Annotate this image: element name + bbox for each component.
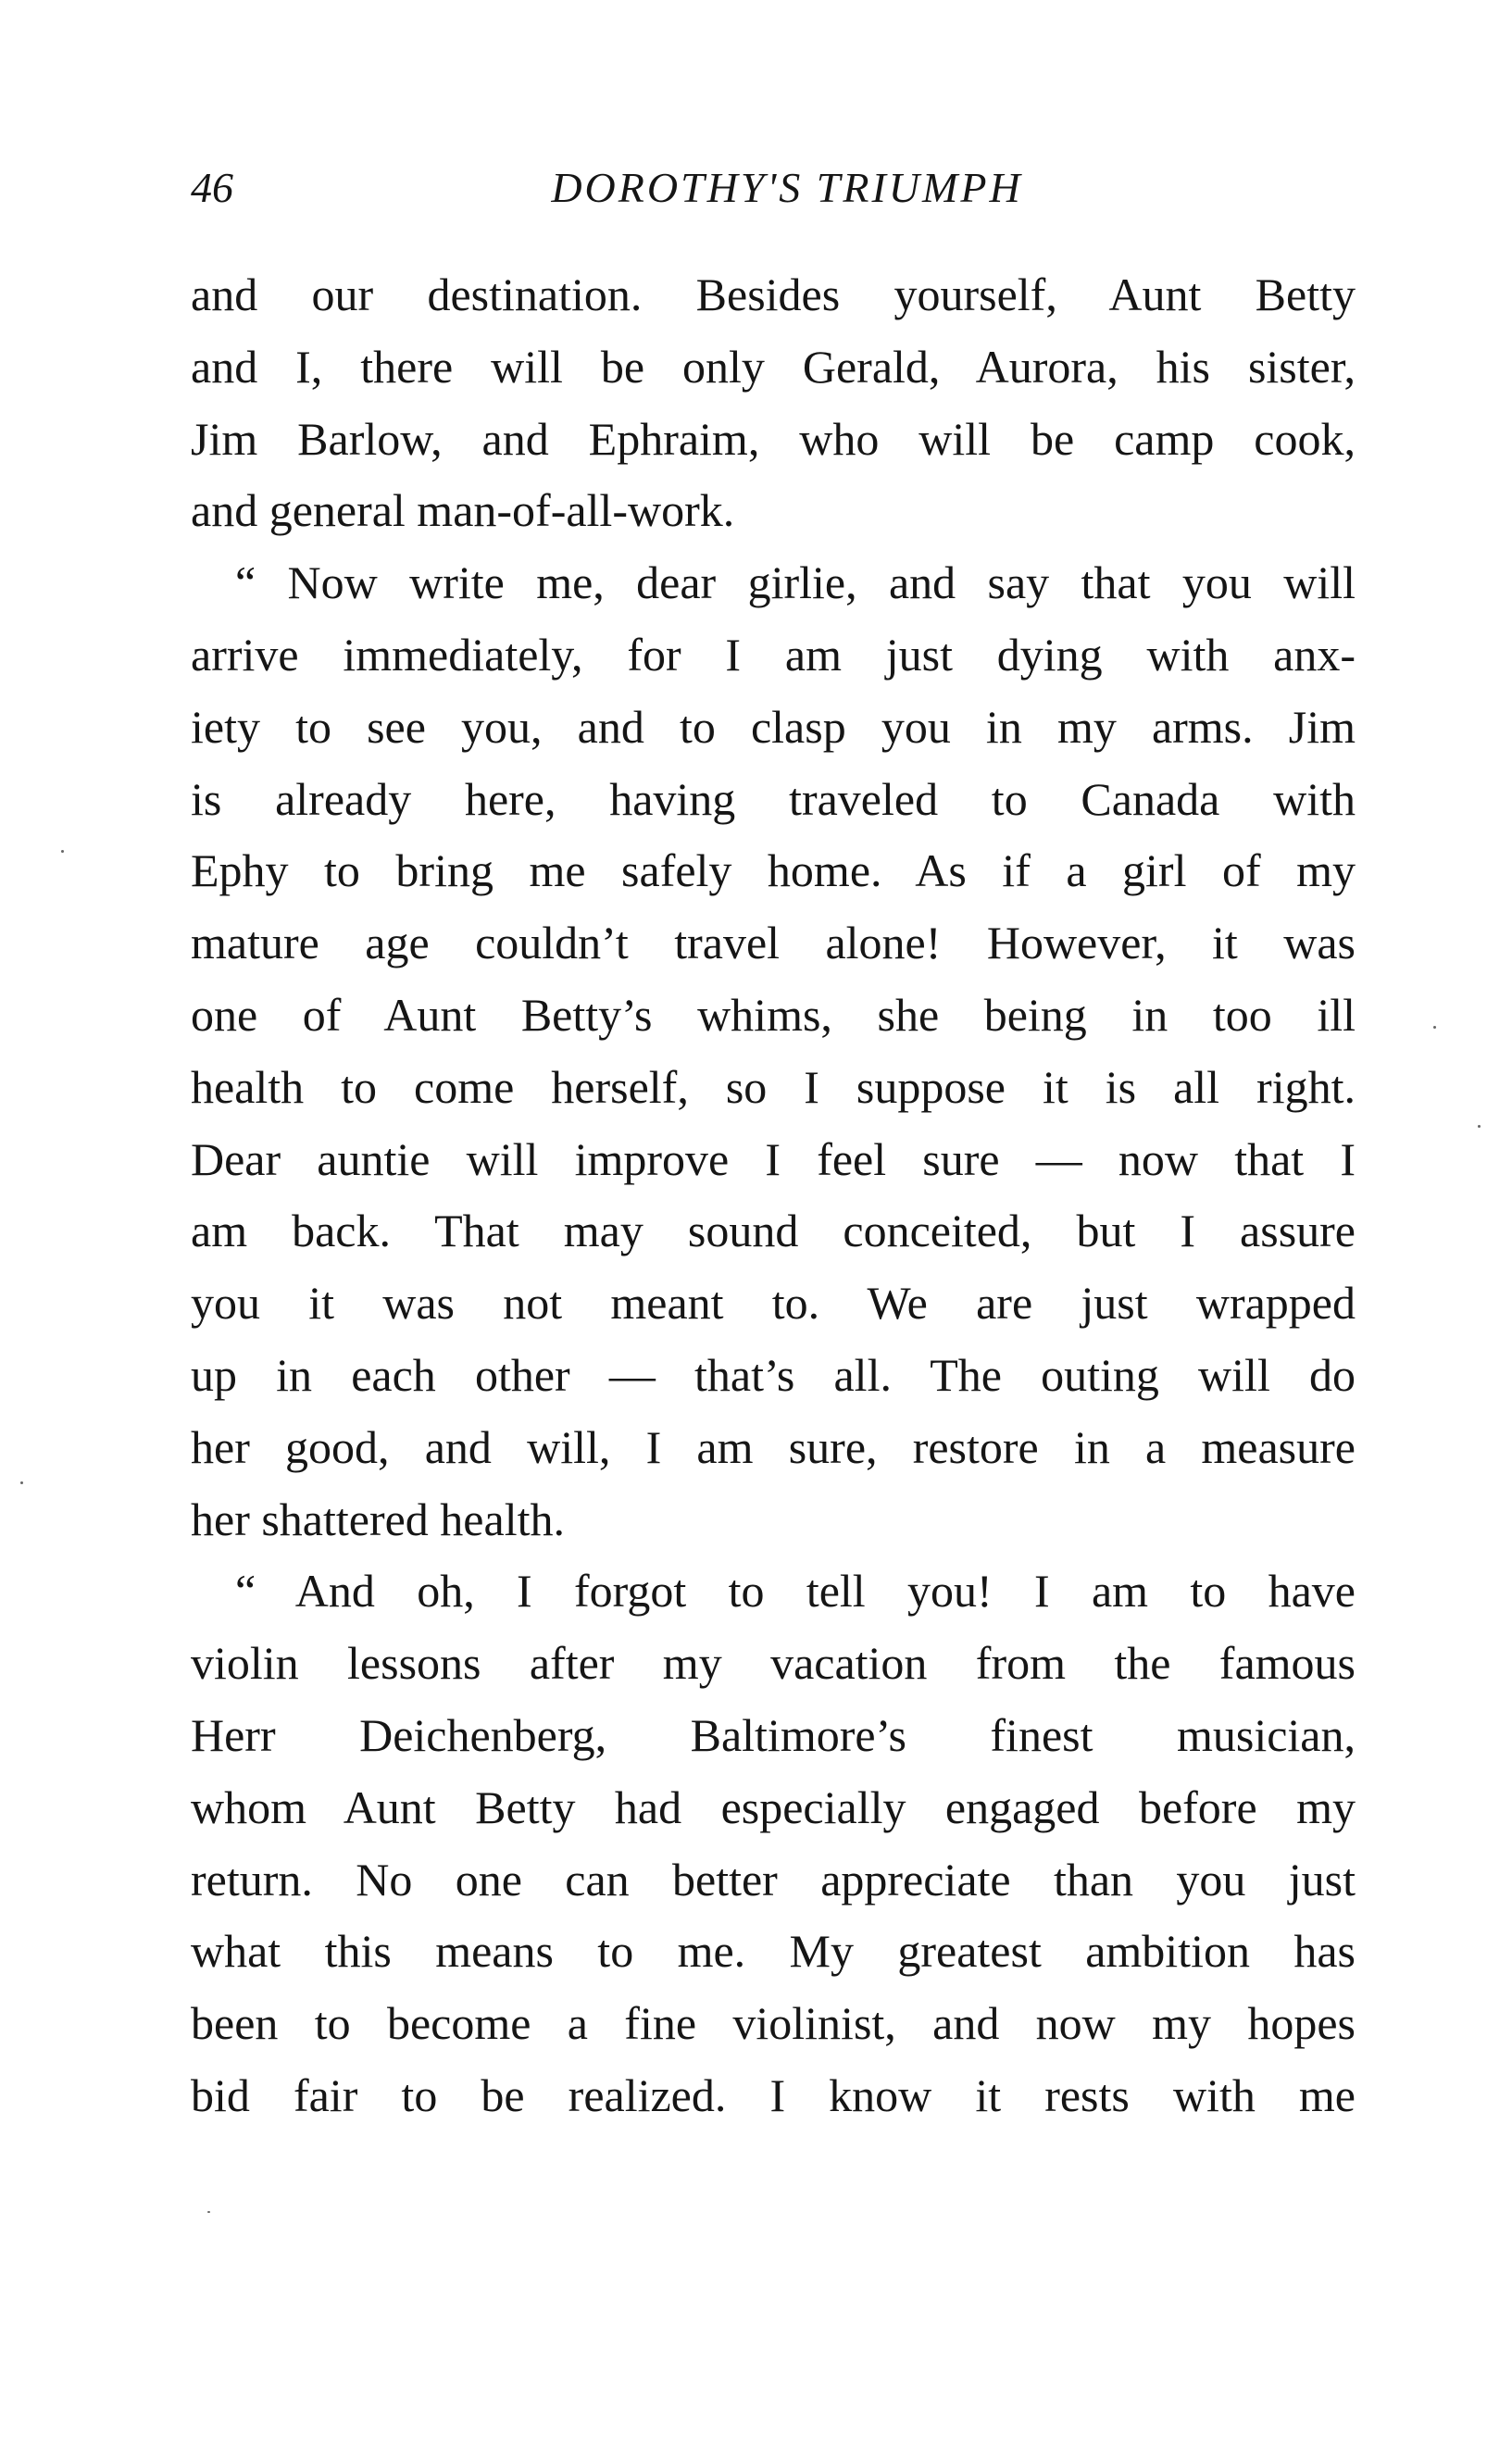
text-line: health to come herself, so I suppose it is all right. [191, 1060, 1356, 1113]
paper-speck [20, 1481, 23, 1484]
page-number: 46 [191, 164, 233, 211]
text-line: her shattered health. [191, 1493, 565, 1545]
text-line: “ Now write me, dear girlie, and say that you will [235, 556, 1356, 609]
text-line: mature age couldn’t travel alone! However, it was [191, 917, 1356, 969]
text-line: her good, and will, I am sure, restore in a measure [191, 1420, 1356, 1473]
text-line: am back. That may sound conceited, but I assure [191, 1205, 1356, 1257]
text-line: Herr Deichenberg, Baltimore’s finest musician, [191, 1708, 1356, 1761]
body-text [191, 259, 1356, 2132]
text-line: Jim Barlow, and Ephraim, who will be camp cook, [191, 412, 1356, 465]
text-line: whom Aunt Betty had especially engaged before my [191, 1781, 1356, 1833]
text-line: up in each other — that’s all. The outing will do [191, 1348, 1356, 1401]
text-line: Ephy to bring me safely home. As if a girl of my [191, 844, 1356, 897]
text-line: one of Aunt Betty’s whims, she being in too ill [191, 988, 1356, 1041]
text-line: and our destination. Besides yourself, Aunt Betty [191, 269, 1356, 320]
paper-speck [207, 2211, 210, 2213]
text-line: arrive immediately, for I am just dying with anx- [191, 628, 1356, 681]
text-line: and general man-of-all-work. [191, 484, 735, 537]
text-line: what this means to me. My greatest ambition has [191, 1925, 1356, 1978]
running-title: DOROTHY'S TRIUMPH [551, 164, 1023, 211]
text-line: and I, there will be only Gerald, Aurora, his sister, [191, 340, 1356, 393]
text-line: been to become a fine violinist, and now my hopes [191, 1997, 1356, 2050]
text-line: iety to see you, and to clasp you in my arms. Jim [191, 700, 1356, 753]
text-line: “ And oh, I forgot to tell you! I am to have [235, 1565, 1356, 1618]
paper-speck [1478, 1125, 1481, 1128]
text-line: Dear auntie will improve I feel sure — now that I [191, 1132, 1356, 1185]
page-header [191, 156, 1356, 220]
text-line: violin lessons after my vacation from the famous [191, 1637, 1356, 1690]
text-line: return. No one can better appreciate than you just [191, 1853, 1356, 1905]
text-line: is already here, having traveled to Canada with [191, 772, 1356, 825]
text-line: bid fair to be realized. I know it rests with me [191, 2068, 1356, 2121]
text-line: you it was not meant to. We are just wrapped [191, 1277, 1356, 1330]
paper-speck [1433, 1026, 1436, 1029]
paper-speck [61, 850, 64, 853]
